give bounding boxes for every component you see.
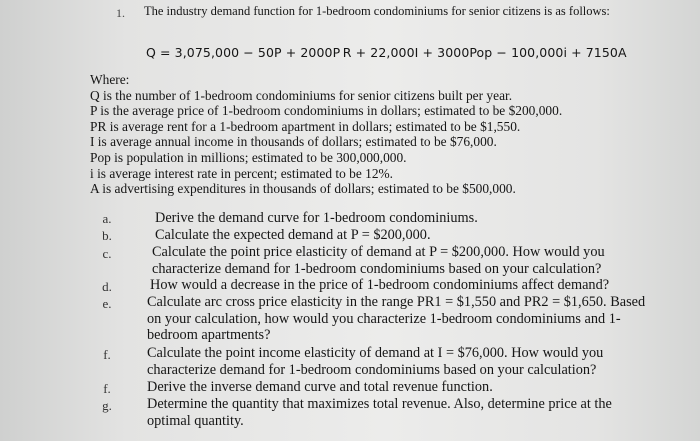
question-b (155, 227, 431, 244)
question-e-line-1: Calculate arc cross price elasticity in the range PR1 = $1,550 and PR2 = $1,650. Based (147, 294, 646, 310)
question-a (155, 210, 478, 227)
question-c (152, 244, 605, 277)
question-g-line-2: optimal quantity. (147, 412, 244, 429)
question-e-line-3: bedroom apartments? (147, 327, 271, 343)
question-label-e: e. (102, 296, 112, 311)
question-c-line-1: Calculate the point price elasticity of demand at P = $200,000. How would you (152, 244, 605, 260)
question-label-f: f. (103, 347, 111, 362)
question-d-line-1: How would a decrease in the price of 1-bedroom condominiums affect demand? (150, 277, 610, 293)
question-f-2-line-1: Derive the inverse demand curve and total revenue function. (147, 379, 493, 395)
question-label-g: g. (102, 398, 112, 413)
question-label-d: d. (102, 279, 112, 294)
question-f-2 (147, 379, 493, 396)
problem-intro: The industry demand function for 1-bedroom condominiums for senior citizens is as follows: (144, 4, 610, 18)
question-b-line-1: Calculate the expected demand at P = $200,000. (155, 227, 431, 243)
question-a-line-1: Derive the demand curve for 1-bedroom condominiums. (155, 210, 478, 226)
definition-a: A is advertising expenditures in thousands of dollars; estimated to be $500,000. (90, 181, 516, 197)
definition-pr: PR is average rent for a 1-bedroom apartment in dollars; estimated to be $1,550. (90, 118, 521, 134)
question-label-f-2: f. (103, 381, 111, 396)
question-e (147, 294, 645, 344)
question-c-line-2: characterize demand for 1-bedroom condominiums based on your calculation? (152, 260, 602, 277)
question-label-b: b. (102, 228, 112, 243)
question-g (147, 396, 612, 429)
problem-number: 1. (116, 6, 125, 20)
definition-q: Q is the number of 1-bedroom condominiums for senior citizens built per year. (90, 87, 513, 103)
where-heading: Where: (90, 72, 130, 87)
question-label-c: c. (102, 246, 112, 261)
definition-p: P is the average price of 1-bedroom condominiums in dollars; estimated to be $200,000. (90, 103, 563, 119)
question-f (147, 345, 603, 378)
demand-equation: Q = 3,075,000 − 50P + 2000P R + 22,000I + 3000Pop − 100,000i + 7150A (146, 45, 627, 60)
question-g-line-1: Determine the quantity that maximizes total revenue. Also, determine price at the (147, 396, 612, 412)
question-f-line-2: characterize demand for 1-bedroom condominiums based on your calculation? (147, 361, 597, 378)
definition-i-interest: i is average interest rate in percent; estimated to be 12%. (90, 165, 394, 181)
definition-pop: Pop is population in millions; estimated to be 300,000,000. (90, 149, 407, 165)
question-label-a: a. (102, 211, 112, 226)
question-d (150, 277, 609, 294)
definition-i-income: I is average annual income in thousands of dollars; estimated to be $76,000. (90, 134, 497, 150)
question-f-line-1: Calculate the point income elasticity of demand at I = $76,000. How would you (147, 345, 604, 361)
question-e-line-2: on your calculation, how would you characterize 1-bedroom condominiums and 1- (147, 310, 621, 327)
